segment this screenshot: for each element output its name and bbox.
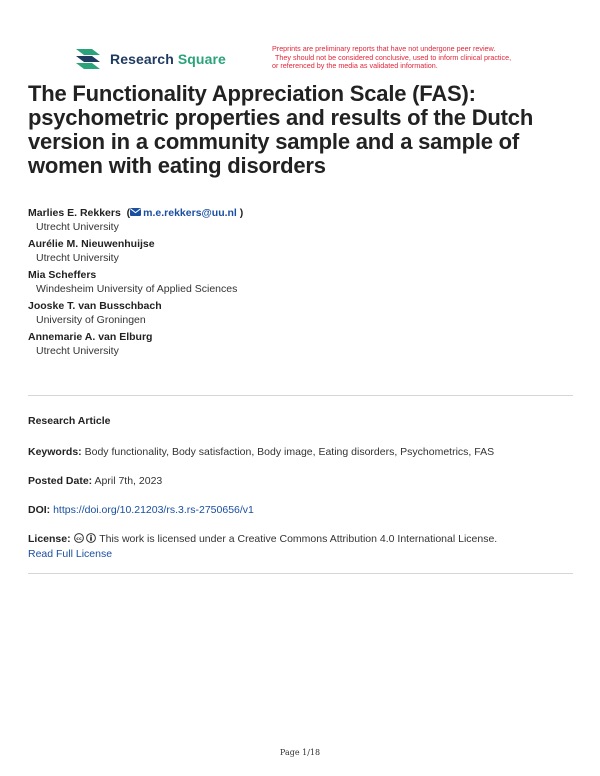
research-square-logo[interactable]: [74, 47, 226, 71]
author-name: Annemarie A. van Elburg: [28, 331, 153, 343]
posted-date-label: Posted Date:: [28, 475, 93, 487]
author-affiliation: Windesheim University of Applied Sciences: [36, 283, 238, 295]
author-name: Jooske T. van Busschbach: [28, 300, 162, 312]
preprint-notice: [272, 45, 552, 71]
author-name: Mia Scheffers: [28, 269, 97, 281]
divider: [28, 395, 573, 396]
author-email-link[interactable]: m.e.rekkers@uu.nl: [143, 207, 237, 219]
creative-commons-icon: [74, 533, 84, 543]
article-type-label: Research Article: [28, 415, 111, 427]
doi-label: DOI:: [28, 504, 51, 516]
svg-text:cc: cc: [75, 536, 82, 542]
header: [0, 0, 600, 80]
author-affiliation: Utrecht University: [36, 221, 119, 233]
paper-title: The Functionality Appreciation Scale (FAS): psychometric properties and results of the Dutch version in a community sample and a sample of women with eating disorders: [28, 81, 534, 178]
keywords-label: Keywords:: [28, 446, 82, 458]
divider: [28, 573, 573, 574]
author-name: Aurélie M. Nieuwenhuijse: [28, 238, 155, 250]
author-affiliation: Utrecht University: [36, 345, 119, 357]
research-square-logo-icon: [74, 47, 102, 71]
doi: [28, 503, 573, 518]
author-entry: [28, 207, 573, 234]
author-list: [28, 207, 573, 362]
notice-line: or referenced by the media as validated information.: [272, 61, 438, 71]
attribution-icon: [86, 533, 96, 543]
logo-text: [110, 51, 226, 67]
license-label: License:: [28, 533, 71, 545]
author-affiliation: Utrecht University: [36, 252, 119, 264]
author-affiliation: University of Groningen: [36, 314, 146, 326]
doi-link[interactable]: https://doi.org/10.21203/rs.3.rs-2750656/v1: [53, 504, 254, 516]
logo-text-research: Research: [110, 51, 174, 67]
envelope-icon: [130, 208, 141, 216]
keywords: [28, 445, 573, 460]
license-text: This work is licensed under a Creative Commons Attribution 4.0 International License.: [99, 533, 498, 545]
license: [28, 532, 573, 562]
author-entry: [28, 238, 573, 265]
author-entry: [28, 300, 573, 327]
posted-date-value: April 7th, 2023: [94, 475, 163, 487]
notice-line: They should not be considered conclusive, used to inform clinical practice,: [275, 52, 512, 62]
read-full-license-link[interactable]: Read Full License: [28, 548, 113, 560]
page-number: Page 1/18: [279, 748, 321, 757]
author-name-text: Marlies E. Rekkers: [28, 207, 121, 219]
article-type: [28, 414, 573, 429]
author-entry: [28, 269, 573, 296]
author-name: Marlies E. Rekkers ( m.e.rekkers@uu.nl ): [28, 207, 244, 219]
keywords-value: Body functionality, Body satisfaction, Body image, Eating disorders, Psychometrics, FAS: [84, 446, 495, 458]
logo-text-square: Square: [177, 51, 226, 67]
posted-date: [28, 474, 573, 489]
notice-line: Preprints are preliminary reports that have not undergone peer review.: [272, 44, 496, 53]
author-entry: [28, 331, 573, 358]
